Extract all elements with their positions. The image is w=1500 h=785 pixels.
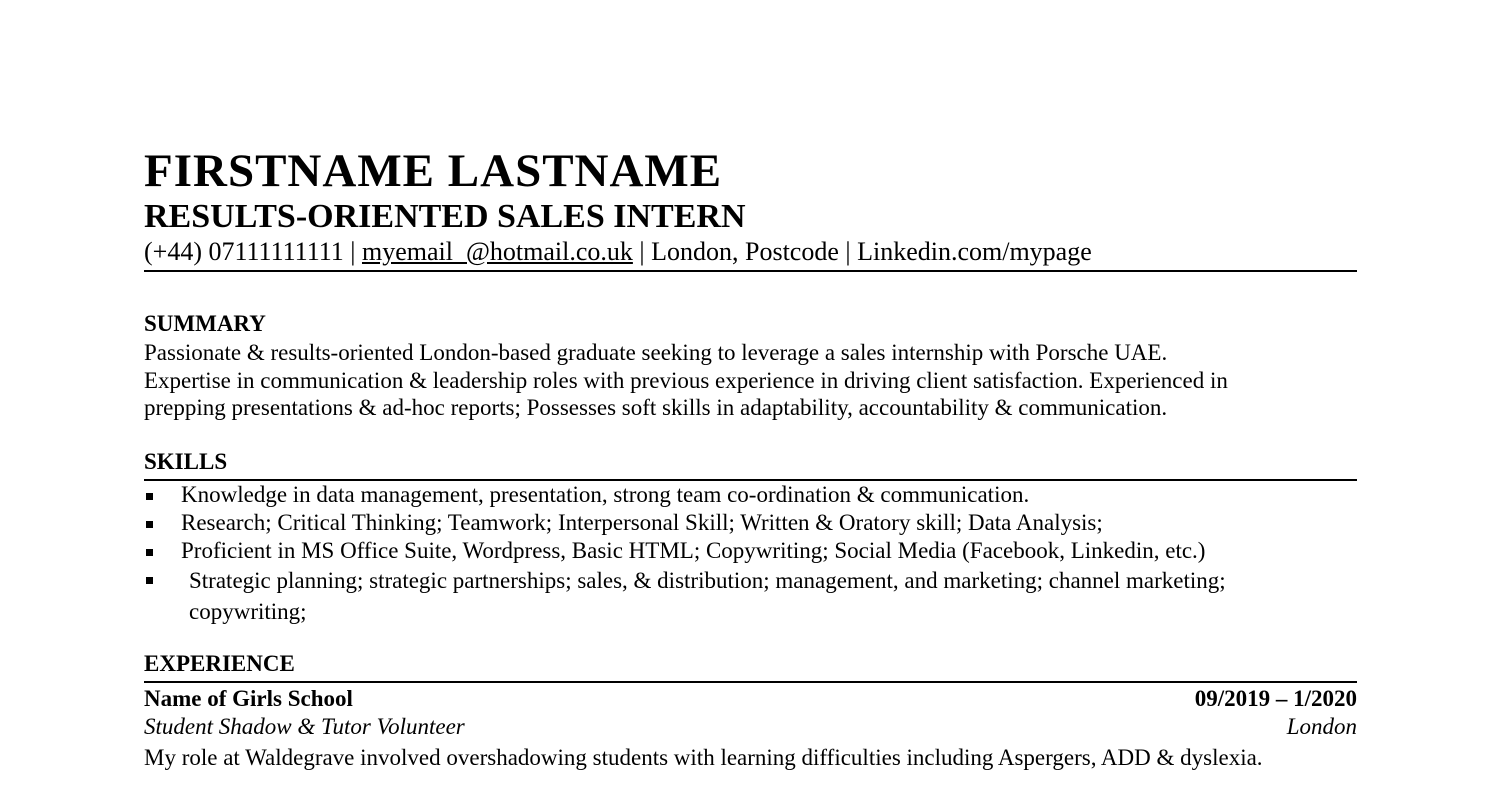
linkedin-text: Linkedin.com/mypage (857, 237, 1092, 266)
job-location: London (1286, 714, 1357, 739)
summary-line: prepping presentations & ad-hoc reports; Possesses soft skills in adaptability, accountability & communication. (144, 395, 1168, 420)
skills-list (144, 481, 1357, 627)
summary-text (144, 339, 1357, 422)
job-dates: 09/2019 – 1/2020 (1194, 686, 1357, 711)
skill-item: Research; Critical Thinking; Teamwork; Interpersonal Skill; Written & Oratory skill; Data Analysis; (144, 509, 1357, 537)
skill-item: Proficient in MS Office Suite, Wordpress, Basic HTML; Copywriting; Social Media (Facebook, Linkedin, etc.) (144, 537, 1357, 565)
contact-separator: | (838, 237, 858, 266)
summary-line: Passionate & results-oriented London-based graduate seeking to leverage a sales internship with Porsche UAE. (144, 340, 1168, 365)
resume-page (144, 0, 1357, 785)
candidate-role: RESULTS-ORIENTED SALES INTERN (144, 198, 746, 235)
location-text: London, Postcode (651, 237, 839, 266)
phone-number: (+44) 07111111111 (144, 237, 344, 266)
job-position: Student Shadow & Tutor Volunteer (144, 714, 465, 739)
skill-item: Strategic planning; strategic partnerships; sales, & distribution; management, and marketing; channel marketing; copywriting; (144, 565, 1329, 627)
summary-heading: SUMMARY (144, 311, 266, 336)
experience-heading: EXPERIENCE (144, 651, 295, 676)
job-organization: Name of Girls School (144, 686, 353, 711)
bullet-square-icon (146, 521, 153, 528)
skills-heading: SKILLS (144, 449, 228, 474)
summary-line: Expertise in communication & leadership roles with previous experience in driving client satisfaction. Experienced in (144, 367, 1228, 393)
job-description: My role at Waldegrave involved overshadowing students with learning difficulties including Aspergers, ADD & dyslexia. (144, 745, 1263, 770)
email-link[interactable]: myemail_@hotmail.co.uk (361, 237, 633, 266)
bullet-square-icon (146, 493, 153, 500)
skill-item: Knowledge in data management, presentation, strong team co-ordination & communication. (144, 481, 1357, 509)
experience-divider (144, 681, 1357, 683)
candidate-name: FIRSTNAME LASTNAME (144, 145, 723, 197)
bullet-square-icon (146, 549, 153, 556)
contact-separator: | (343, 237, 362, 266)
contact-separator: | (632, 237, 652, 266)
bullet-square-icon (146, 577, 153, 584)
contact-line (144, 236, 1357, 272)
